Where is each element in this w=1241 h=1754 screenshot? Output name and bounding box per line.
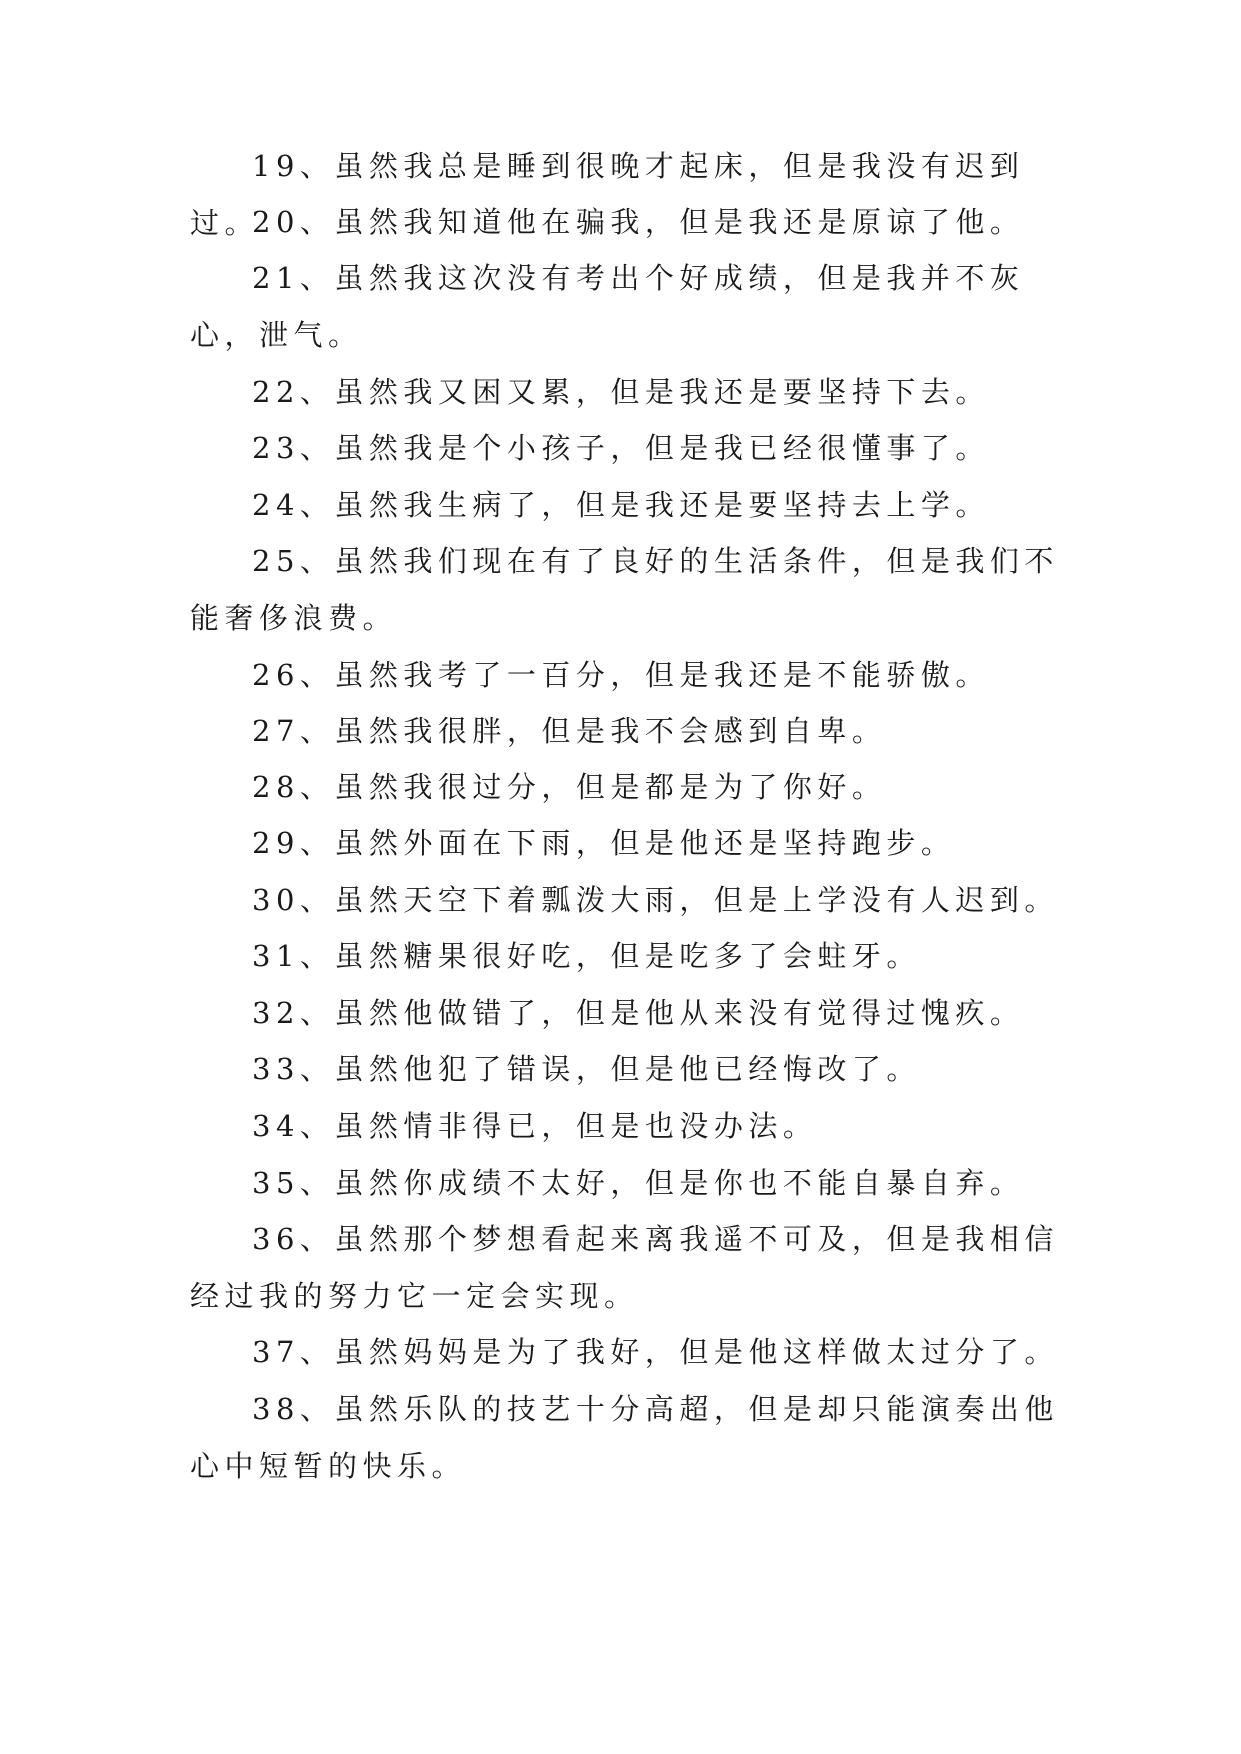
sentence-35: 35、虽然你成绩不太好，但是你也不能自暴自弃。 [252,1166,1025,1200]
sentence-25: 25、虽然我们现在有了良好的生活条件，但是我们不能奢侈浪费。 [190,544,1059,635]
sentence-31: 31、虽然糖果很好吃，但是吃多了会蛀牙。 [252,939,921,973]
sentence-28: 28、虽然我很过分，但是都是为了你好。 [252,770,887,804]
sentence-32: 32、虽然他做错了，但是他从来没有觉得过愧疚。 [252,996,1025,1030]
sentence-23: 23、虽然我是个小孩子，但是我已经很懂事了。 [252,431,990,465]
sentence-34: 34、虽然情非得已，但是也没办法。 [252,1109,818,1143]
sentence-22: 22、虽然我又困又累，但是我还是要坚持下去。 [252,375,990,409]
sentence-20: 20、虽然我知道他在骗我，但是我还是原谅了他。 [252,205,1025,239]
sentence-30: 30、虽然天空下着瓢泼大雨，但是上学没有人迟到。 [252,883,1059,917]
sentence-27: 27、虽然我很胖，但是我不会感到自卑。 [252,714,887,748]
sentence-29: 29、虽然外面在下雨，但是他还是坚持跑步。 [252,826,956,860]
sentence-24: 24、虽然我生病了，但是我还是要坚持去上学。 [252,488,990,522]
sentence-33: 33、虽然他犯了错误，但是他已经悔改了。 [252,1052,921,1086]
sentence-26: 26、虽然我考了一百分，但是我还是不能骄傲。 [252,658,990,692]
sentence-21: 21、虽然我这次没有考出个好成绩，但是我并不灰心，泄气。 [190,261,1025,352]
sentence-19: 19、虽然我总是睡到很晚才起床，但是我没有迟到过。 [190,149,1025,240]
sentence-37: 37、虽然妈妈是为了我好，但是他这样做太过分了。 [252,1335,1059,1369]
sentence-36: 36、虽然那个梦想看起来离我遥不可及，但是我相信经过我的努力它一定会实现。 [190,1222,1059,1313]
sentence-38: 38、虽然乐队的技艺十分高超，但是却只能演奏出他心中短暂的快乐。 [190,1392,1059,1483]
